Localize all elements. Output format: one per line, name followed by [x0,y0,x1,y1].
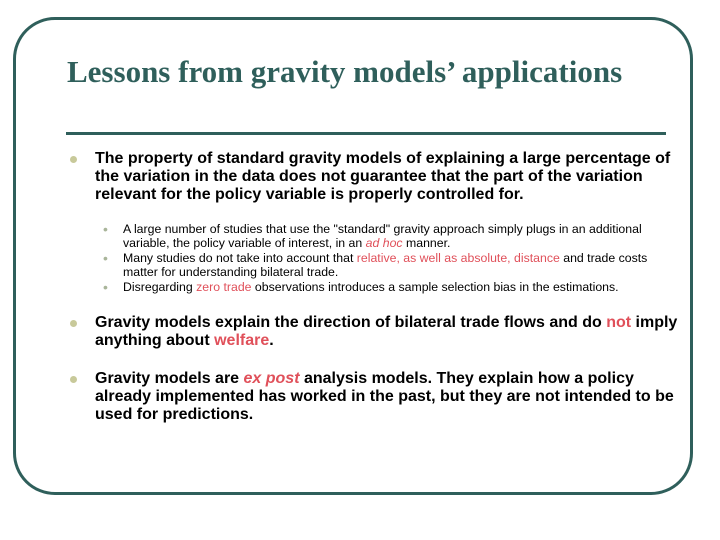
sub-bullet-dot-icon: • [103,250,108,266]
bullet-1-text: The property of standard gravity models of explaining a large percentage of the variation in the data does not guarantee that the part of the variation relevant for the policy variable is properly controlled for. [95,150,671,203]
bullet-dot-icon [70,156,77,163]
bullet-2-highlight-not: not [606,314,632,331]
sub-bullet-1-post: manner. [402,236,451,250]
sub-bullet-2-post: and trade costs matter for understanding bilateral trade. [123,251,648,279]
bullet-dot-icon [70,376,77,383]
bullet-2-pre: Gravity models explain the direction of bilateral trade flows and do [95,314,607,331]
bullet-1 [68,150,678,204]
bullet-2-highlight-welfare: welfare [214,332,270,349]
sub-bullet-2-pre: Many studies do not take into account that [123,251,357,265]
bullet-3-highlight: ex post [243,370,300,387]
bullet-2 [68,314,678,350]
bullet-dot-icon [70,320,77,327]
sub-bullet-1-highlight: ad hoc [365,236,403,250]
sub-bullet-dot-icon: • [103,279,108,295]
sub-bullet-3-post: observations introduces a sample selection bias in the estimations. [251,280,619,294]
sub-bullet-2 [98,251,678,279]
sub-bullet-list [98,222,678,294]
bullet-3 [68,370,678,424]
sub-bullet-3-pre: Disregarding [123,280,197,294]
sub-bullet-dot-icon: • [103,221,108,237]
slide-title: Lessons from gravity models’ applications [67,54,623,89]
bullet-2-mid: imply anything about [95,314,678,349]
bullet-2-post: . [269,332,274,349]
title-divider [66,132,666,135]
bullet-3-post: analysis models. They explain how a policy already implemented has worked in the past, but they are not intended to be used for predictions. [95,370,674,423]
sub-bullet-1 [98,222,678,250]
slide-content [68,150,678,424]
bullet-3-pre: Gravity models are [95,370,244,387]
sub-bullet-1-pre: A large number of studies that use the "standard" gravity approach simply plugs in an additional variable, the policy variable of interest, in an [123,222,642,250]
sub-bullet-3-highlight: zero trade [196,280,252,294]
sub-bullet-3 [98,280,678,294]
sub-bullet-2-highlight: relative, as well as absolute, distance [356,251,560,265]
